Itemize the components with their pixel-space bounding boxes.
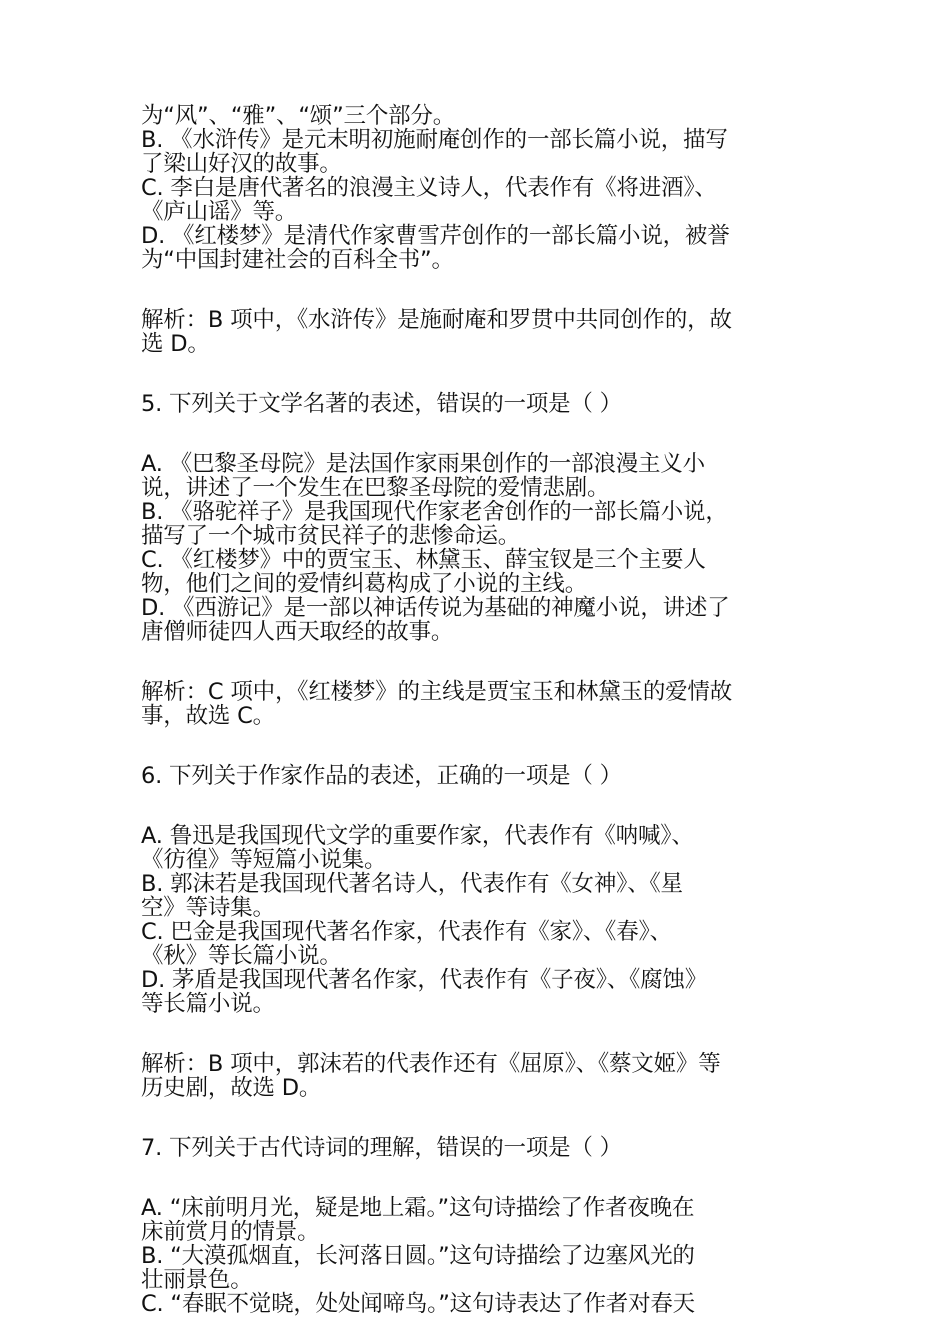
text-line: 空》等诗集。 — [141, 895, 275, 921]
option-a-line: A. “床前明月光，疑是地上霜。”这句诗描绘了作者夜晚在 — [141, 1195, 695, 1221]
option-b-line: B. 郭沫若是我国现代著名诗人，代表作有《女神》、《星 — [141, 871, 683, 897]
question-5: 5. 下列关于文学名著的表述，错误的一项是（ ） — [141, 391, 622, 417]
text-line: 描写了一个城市贫民祥子的悲惨命运。 — [141, 523, 521, 549]
option-a-line: A. 鲁迅是我国现代文学的重要作家，代表作有《呐喊》、 — [141, 823, 694, 849]
analysis-line: 解析：C 项中，《红楼梦》的主线是贾宝玉和林黛玉的爱情故 — [141, 679, 733, 705]
text-line: 历史剧，故选 D。 — [141, 1075, 322, 1101]
text-line: 《秋》等长篇小说。 — [141, 943, 342, 969]
option-b-line: B. 《骆驼祥子》是我国现代作家老舍创作的一部长篇小说， — [141, 499, 728, 525]
option-d-line: D. 《红楼梦》是清代作家曹雪芹创作的一部长篇小说，被誉 — [141, 223, 730, 249]
text-line: 等长篇小说。 — [141, 991, 275, 1017]
text-line: 事，故选 C。 — [141, 703, 275, 729]
analysis-line: 解析：B 项中，郭沫若的代表作还有《屈原》、《蔡文姬》等 — [141, 1051, 721, 1077]
text-line: 为“风”、“雅”、“颂”三个部分。 — [141, 103, 456, 129]
option-c-line: C. “春眠不觉晓，处处闻啼鸟。”这句诗表达了作者对春天 — [141, 1291, 695, 1317]
option-b-line: B. 《水浒传》是元末明初施耐庵创作的一部长篇小说，描写 — [141, 127, 728, 153]
option-c-line: C. 《红楼梦》中的贾宝玉、林黛玉、薛宝钗是三个主要人 — [141, 547, 706, 573]
question-6: 6. 下列关于作家作品的表述，正确的一项是（ ） — [141, 763, 622, 789]
text-line: 为“中国封建社会的百科全书”。 — [141, 247, 454, 273]
option-c-line: C. 李白是唐代著名的浪漫主义诗人，代表作有《将进酒》、 — [141, 175, 717, 201]
text-line: 物，他们之间的爱情纠葛构成了小说的主线。 — [141, 571, 588, 597]
document-text — [141, 104, 821, 1316]
question-7: 7. 下列关于古代诗词的理解，错误的一项是（ ） — [141, 1135, 622, 1161]
text-line: 壮丽景色。 — [141, 1267, 253, 1293]
text-line: 唐僧师徒四人西天取经的故事。 — [141, 619, 454, 645]
option-a-line: A. 《巴黎圣母院》是法国作家雨果创作的一部浪漫主义小 — [141, 451, 705, 477]
text-line: 《庐山谣》等。 — [141, 199, 298, 225]
analysis-line: 解析：B 项中，《水浒传》是施耐庵和罗贯中共同创作的，故 — [141, 307, 732, 333]
option-d-line: D. 茅盾是我国现代著名作家，代表作有《子夜》、《腐蚀》 — [141, 967, 708, 993]
option-c-line: C. 巴金是我国现代著名作家，代表作有《家》、《春》、 — [141, 919, 672, 945]
text-line: 说，讲述了一个发生在巴黎圣母院的爱情悲剧。 — [141, 475, 610, 501]
text-line: 了梁山好汉的故事。 — [141, 151, 342, 177]
option-d-line: D. 《西游记》是一部以神话传说为基础的神魔小说，讲述了 — [141, 595, 730, 621]
text-line: 床前赏月的情景。 — [141, 1219, 320, 1245]
option-b-line: B. “大漠孤烟直，长河落日圆。”这句诗描绘了边塞风光的 — [141, 1243, 695, 1269]
text-line: 选 D。 — [141, 331, 210, 357]
text-line: 《彷徨》等短篇小说集。 — [141, 847, 387, 873]
